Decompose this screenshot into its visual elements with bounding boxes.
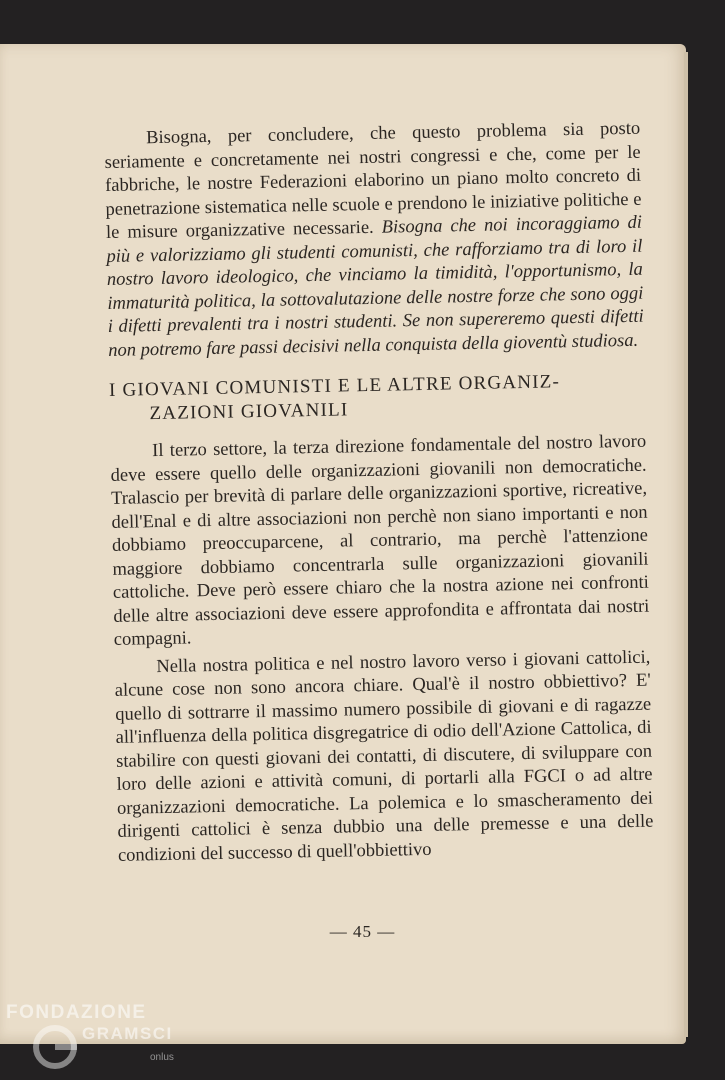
page-edge (684, 52, 688, 1037)
paragraph-catholic-youth: Nella nostra politica e nel nostro lavoro verso i giovani cattolici, alcune cose non sono ancora chiare. Qual'è il nostro obbiettivo? E' quello di sottrarre il massimo numero possibile di giovani e di ragazze all'influenza della politica disgregatrice di odio dell'Azione Cattolica, di stabilire con questi giovani dei contatti, di discutere, di sviluppare con loro delle azioni e attività comuni, di portarli alla FGCI o ad altre organizzazioni democratiche. La polemica e lo smascheramento dei dirigenti cattolici è senza dubbio una delle premesse e una delle condizioni del successo di quell'obbiettivo (114, 647, 654, 866)
page-text (104, 118, 654, 868)
watermark-suffix: onlus (150, 1052, 174, 1063)
section-heading (109, 369, 646, 427)
watermark-line2: GRAMSCI (82, 1024, 173, 1043)
gramsci-g-logo-icon (30, 1022, 80, 1077)
paragraph-students-normal: Bisogna, per concludere, che questo problema sia posto seriamente e concretamente nei nostri congressi e che, come per le fabbriche, le nostre Federazioni elaborino un piano molto concreto di penetrazione sistematica nelle scuole e prendono le iniziative politiche e le misure organizzative necessarie. (104, 118, 642, 243)
fondazione-gramsci-watermark (4, 1000, 204, 1076)
watermark-line1: FONDAZIONE (6, 1002, 147, 1023)
paragraph-third-sector: Il terzo settore, la terza direzione fondamentale del nostro lavoro deve essere quello delle organizzazioni giovanili non democratiche. Tralascio per brevità di parlare delle organizzazioni sportive, ricreative, dell'Enal e di altre associazioni non perchè non siano importanti e non dobbiamo preoccuparcene, al contrario, ma perchè l'attenzione maggiore dobbiamo concentrarla sulle organizzazioni giovanili cattoliche. Deve però essere chiaro che la nostra azione nei confronti delle altre associazioni deve essere approfondita e affrontata dai nostri compagni. (110, 431, 650, 650)
section-heading-line2: ZAZIONI GIOVANILI (149, 399, 349, 425)
page-number: — 45 — (329, 922, 396, 941)
paragraph-students (104, 118, 644, 363)
paragraph-students-italic: Bisogna che noi incoraggiamo di più e valorizziamo gli studenti comunisti, che rafforziamo tra di loro il nostro lavoro ideologico, che vinciamo la timidità, l'opportunismo, la immaturità politica, la sottovalutazione delle nostre forze che sono oggi i difetti prevalenti tra i nostri studenti. Se non supereremo questi difetti non potremo fare passi decisivi nella conquista della gioventù studiosa. (106, 212, 644, 361)
section-heading-line1: I GIOVANI COMUNISTI E LE ALTRE ORGANIZ- (108, 371, 561, 401)
